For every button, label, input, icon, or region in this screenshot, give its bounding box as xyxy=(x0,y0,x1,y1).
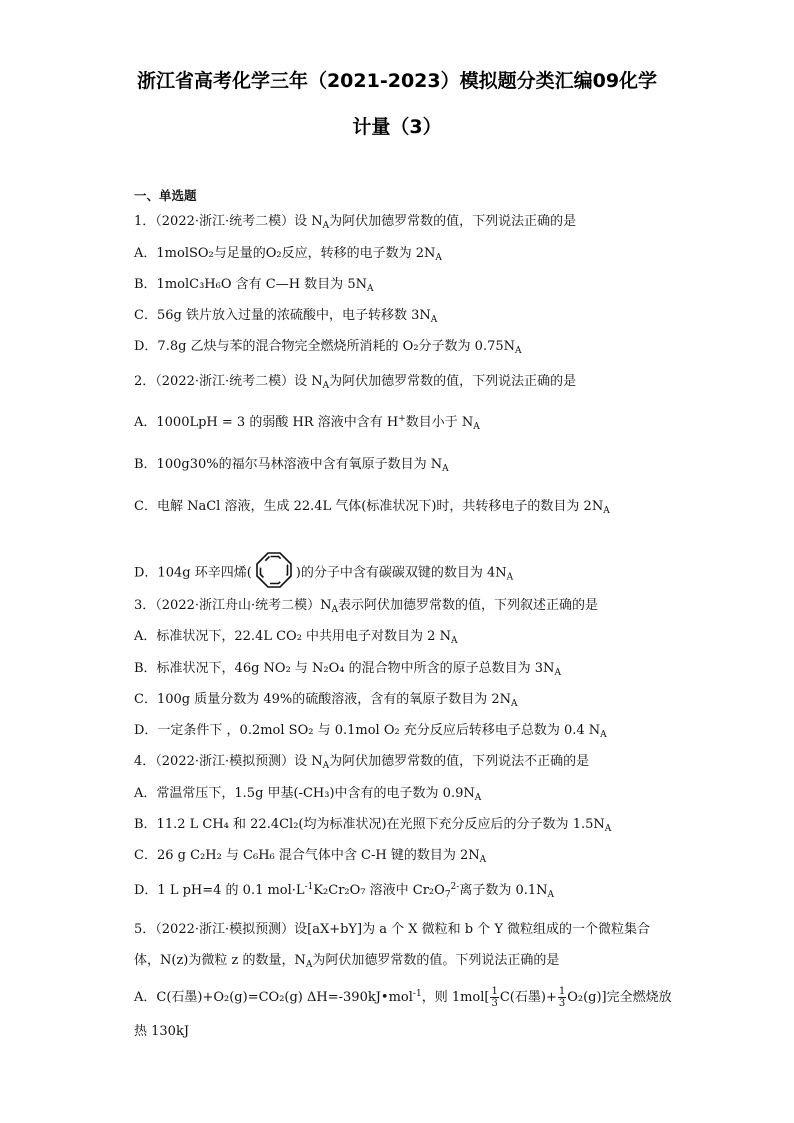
q3-option-b: B．标准状况下，46g NO₂ 与 N₂O₄ 的混合物中所含的原子总数目为 $3N_A$ xyxy=(134,661,561,678)
q3-stem: 3．（2022·浙江舟山·统考二模）$N_A$表示阿伏加德罗常数的值，下列叙述正确的是 xyxy=(134,598,599,615)
q2-option-d: D．104g 环辛四烯( )的分子中含有碳碳双键的数目为 $4N_A$ xyxy=(134,550,513,596)
q5-stem-line1: 5．（2022·浙江·模拟预测）设[aX+bY]为 a 个 X 微粒和 b 个 Y 微粒组成的一个微粒集合 xyxy=(134,922,651,937)
q1-option-b: B．1molC₃H₆O 含有 C—H 数目为 $5N_A$ xyxy=(134,277,374,294)
fraction-one-third: $\frac{1}{3}$ xyxy=(558,986,566,1009)
q3-option-c: C．100g 质量分数为 49%的硫酸溶液，含有的氧原子数目为 $2N_A$ xyxy=(134,692,518,709)
cyclooctatetraene-structure-icon xyxy=(254,550,294,596)
q2-stem: 2．（2022·浙江·统考二模）设 $N_A$为阿伏加德罗常数的值，下列说法正确的是 xyxy=(134,374,577,391)
q4-option-d: D．1 L pH=4 的 0.1 $mol\cdot L^{-1}K_2Cr_2O_7$ 溶液中 $Cr_2O_7^{2-}$离子数为 $0.1N_A$ xyxy=(134,882,555,900)
q3-option-a: A．标准状况下，22.4L CO₂ 中共用电子对数目为 2 $N_A$ xyxy=(134,629,458,646)
q5-option-a-continued: 热 130kJ xyxy=(134,1024,190,1039)
q4-option-a: A．常温常压下，1.5g 甲基(-CH₃)中含有的电子数为 $0.9N_A$ xyxy=(134,786,482,803)
q1-option-a: A．1molSO₂与足量的O₂反应，转移的电子数为 $2N_A$ xyxy=(134,246,442,263)
q1-option-d: D．7.8g 乙炔与苯的混合物完全燃烧所消耗的 O₂分子数为 $0.75N_A$ xyxy=(134,339,522,356)
q4-option-b: B．11.2 L CH₄ 和 22.4Cl₂(均为标准状况)在光照下充分反应后的分子数为 $1.5N_A$ xyxy=(134,817,612,834)
q3-option-d: D．一定条件下 ，0.2mol SO₂ 与 0.1mol O₂ 充分反应后转移电子总数为 0.4 $N_A$ xyxy=(134,723,607,740)
q4-stem: 4．（2022·浙江·模拟预测）设 $N_A$为阿伏加德罗常数的值，下列说法不正确的是 xyxy=(134,754,590,771)
q5-stem-line2: 体，N(z)为微粒 z 的数量，$N_A$为阿伏加德罗常数的值。下列说法正确的是 xyxy=(134,953,560,970)
document-title-line2: 计量（3） xyxy=(352,116,442,138)
q5-option-a: A．C(石墨)+O₂(g)=CO₂(g) ΔH=-390kJ•mol$^{-1}$，则 1mol[ $\frac{1}{3}$ C(石墨)+ $\frac{1}{3}$ O₂(g)]完全燃烧放 xyxy=(134,986,672,1009)
q2-option-c: C．电解 NaCl 溶液，生成 22.4L 气体(标准状况下)时，共转移电子的数目为 $2N_A$ xyxy=(134,499,610,516)
q1-option-c: C．56g 铁片放入过量的浓硫酸中，电子转移数 $3N_A$ xyxy=(134,308,438,325)
document-title-line1: 浙江省高考化学三年（2021-2023）模拟题分类汇编09化学 xyxy=(136,70,658,92)
q1-stem: 1．（2022·浙江·统考二模）设 $N_A$为阿伏加德罗常数的值，下列说法正确的是 xyxy=(134,214,577,231)
q2-option-a: A．1000LpH = 3 的弱酸 HR 溶液中含有 H+数目小于 $N_A$ xyxy=(134,414,480,432)
q2-option-b: B．100g30%的福尔马林溶液中含有氧原子数目为 $N_A$ xyxy=(134,457,449,474)
q4-option-c: C．26 g C₂H₂ 与 C₆H₆ 混合气体中含 C-H 键的数目为 $2N_A$ xyxy=(134,848,487,865)
fraction-one-third: $\frac{1}{3}$ xyxy=(491,986,498,1009)
section-heading: 一、单选题 xyxy=(134,188,197,203)
